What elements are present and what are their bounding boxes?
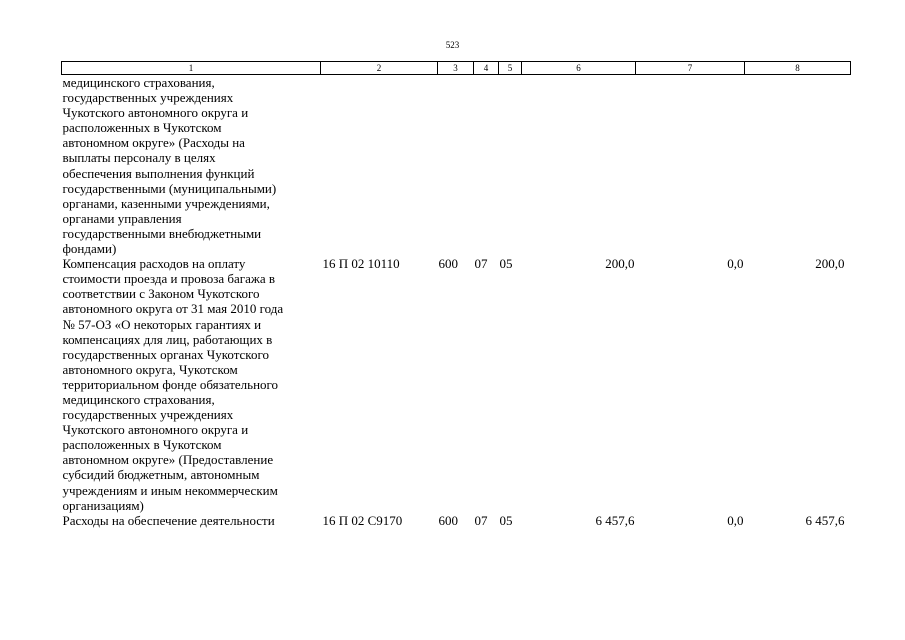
row-name <box>62 513 321 528</box>
row-name-line: автономном округе» (Предоставление <box>62 452 274 468</box>
page-number: 523 <box>445 40 460 50</box>
row-name-line: фондами) <box>62 241 117 257</box>
row-name-line: учреждениям и иным некоммерческим <box>62 482 278 498</box>
column-number-6: 6 <box>522 62 636 75</box>
table-row <box>62 513 851 528</box>
column-number-5: 5 <box>499 62 522 75</box>
row-name-line: территориальном фонде обязательного <box>62 376 279 392</box>
row-name-line: автономного округа от 31 мая 2010 года <box>62 301 284 317</box>
row-name-line: государственных учреждениях <box>62 407 234 423</box>
row-sum-regional: 200,0 <box>815 256 845 272</box>
row-name-line: организациям) <box>62 497 144 513</box>
row-name-line: выплаты персоналу в целях <box>62 150 216 166</box>
row-name-line: расположенных в Чукотском <box>62 120 222 136</box>
row-subsection: 05 <box>499 512 513 528</box>
row-name-line: субсидий бюджетным, автономным <box>62 467 260 483</box>
row-section: 07 <box>474 512 488 528</box>
column-number-3: 3 <box>438 62 474 75</box>
row-sum-federal: 0,0 <box>727 256 744 272</box>
budget-table <box>61 61 851 528</box>
row-name-line: государственных органах Чукотского <box>62 346 269 362</box>
row-name-line: автономного округа, Чукотском <box>62 361 238 377</box>
row-expense-type: 600 <box>438 512 458 528</box>
row-name-line: Компенсация расходов на оплату <box>62 256 246 272</box>
row-expense-type <box>438 75 474 257</box>
row-sum-federal <box>636 75 745 257</box>
row-name-line: государственных учреждениях <box>62 90 234 106</box>
table-body <box>62 75 851 528</box>
table-row <box>62 256 851 513</box>
row-name-line: автономном округе» (Расходы на <box>62 135 245 151</box>
row-sum-regional: 6 457,6 <box>805 512 845 528</box>
column-number-7: 7 <box>636 62 745 75</box>
column-number-1: 1 <box>62 62 321 75</box>
row-code: 16 П 02 10110 <box>322 256 400 272</box>
row-subsection: 05 <box>499 256 513 272</box>
row-section: 07 <box>474 256 488 272</box>
row-name-line: медицинского страхования, <box>62 75 215 90</box>
row-section <box>474 75 499 257</box>
row-name <box>62 75 321 257</box>
column-number-row <box>62 62 851 75</box>
column-number-2: 2 <box>321 62 438 75</box>
row-name-line: обеспечения выполнения функций <box>62 165 255 181</box>
row-sum-federal: 0,0 <box>727 512 744 528</box>
row-name-line: государственными (муниципальными) <box>62 180 277 196</box>
row-name-line: компенсациях для лиц, работающих в <box>62 331 273 347</box>
row-sum-total: 6 457,6 <box>595 512 635 528</box>
column-number-8: 8 <box>745 62 851 75</box>
row-sum-total: 200,0 <box>605 256 635 272</box>
row-sum-regional <box>745 75 851 257</box>
table-row <box>62 75 851 257</box>
row-name-line: Чукотского автономного округа и <box>62 422 249 438</box>
row-sum-total <box>522 75 636 257</box>
row-name <box>62 256 321 513</box>
row-name-line: стоимости проезда и провоза багажа в <box>62 271 276 287</box>
row-name-line: органами управления <box>62 210 182 226</box>
row-subsection <box>499 75 522 257</box>
column-number-4: 4 <box>474 62 499 75</box>
row-name-line: № 57-ОЗ «О некоторых гарантиях и <box>62 316 262 332</box>
row-expense-type: 600 <box>438 256 458 272</box>
row-name-line: Чукотского автономного округа и <box>62 105 249 121</box>
row-name-line: расположенных в Чукотском <box>62 437 222 453</box>
row-code <box>321 75 438 257</box>
row-name-line: Расходы на обеспечение деятельности <box>62 512 275 528</box>
row-name-line: органами, казенными учреждениями, <box>62 195 270 211</box>
row-name-line: государственными внебюджетными <box>62 225 262 241</box>
row-name-line: медицинского страхования, <box>62 391 215 407</box>
row-code: 16 П 02 С9170 <box>322 512 403 528</box>
row-name-line: соответствии с Законом Чукотского <box>62 286 260 302</box>
